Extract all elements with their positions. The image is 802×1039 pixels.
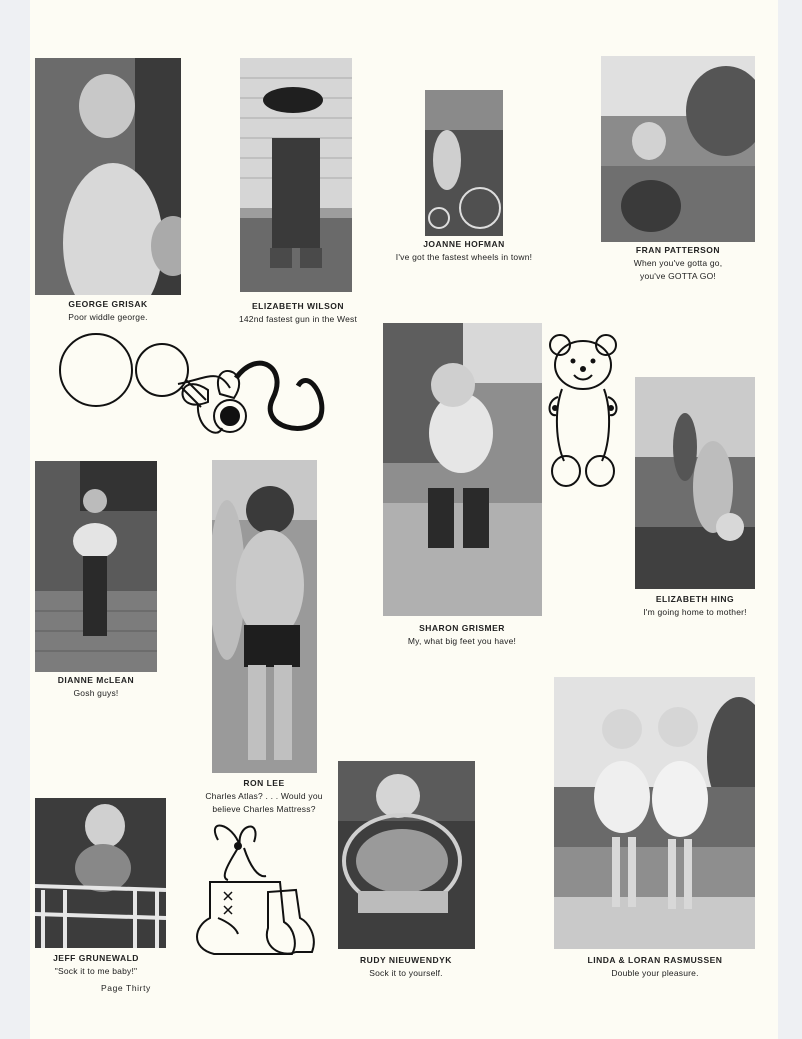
caption-elizabeth-hing (610, 593, 780, 619)
baby-rattle-icon (58, 328, 326, 440)
photo-elizabeth-wilson (240, 58, 352, 292)
student-quote: Charles Atlas? . . . Would you (205, 791, 323, 801)
photo-joanne-hofman (425, 90, 503, 236)
student-name: LINDA & LORAN RASMUSSEN (587, 955, 723, 965)
student-quote: My, what big feet you have! (407, 636, 517, 646)
student-name: ELIZABETH WILSON (251, 301, 345, 311)
caption-rudy-nieuwendyk (322, 954, 490, 980)
student-quote-line2: you've GOTTA GO! (640, 271, 716, 281)
student-quote: Double your pleasure. (611, 968, 699, 978)
photo-rudy-nieuwendyk (338, 761, 475, 949)
photo-jeff-grunewald (35, 798, 166, 948)
caption-jeff-grunewald (18, 952, 174, 978)
student-quote: Poor widdle george. (68, 312, 148, 322)
caption-dianne-mclean (18, 674, 174, 700)
caption-ron-lee (180, 777, 348, 816)
photo-george-grisak (35, 58, 181, 295)
photo-sharon-grismer (383, 323, 542, 616)
student-name: RUDY NIEUWENDYK (360, 955, 452, 965)
baby-shoes-icon (188, 818, 320, 968)
student-quote: I'm going home to mother! (643, 607, 747, 617)
student-name: DIANNE McLEAN (57, 675, 135, 685)
student-name: FRAN PATTERSON (635, 245, 721, 255)
caption-fran-patterson (596, 244, 760, 283)
student-quote: Gosh guys! (73, 688, 119, 698)
teddy-bear-icon (546, 331, 620, 491)
student-quote: Sock it to yourself. (369, 968, 443, 978)
student-name: JOANNE HOFMAN (423, 239, 505, 249)
page-number: Page Thirty (101, 983, 151, 993)
photo-linda-loran-rasmussen (554, 677, 755, 949)
photo-ron-lee (212, 460, 317, 773)
student-name: JEFF GRUNEWALD (53, 953, 139, 963)
caption-sharon-grismer (378, 622, 546, 648)
student-quote: I've got the fastest wheels in town! (395, 252, 533, 262)
caption-elizabeth-wilson (220, 300, 376, 326)
student-quote: When you've gotta go, (633, 258, 723, 268)
photo-dianne-mclean (35, 461, 157, 672)
student-name: SHARON GRISMER (419, 623, 505, 633)
photo-fran-patterson (601, 56, 755, 242)
photo-elizabeth-hing (635, 377, 755, 589)
student-quote: 142nd fastest gun in the West (238, 314, 358, 324)
caption-linda-loran-rasmussen (560, 954, 750, 980)
student-quote-line2: believe Charles Mattress? (212, 804, 316, 814)
student-quote: "Sock it to me baby!" (54, 966, 138, 976)
student-name: ELIZABETH HING (655, 594, 735, 604)
student-name: GEORGE GRISAK (68, 299, 148, 309)
student-name: RON LEE (243, 778, 285, 788)
caption-george-grisak (30, 298, 186, 324)
caption-joanne-hofman (380, 238, 548, 264)
